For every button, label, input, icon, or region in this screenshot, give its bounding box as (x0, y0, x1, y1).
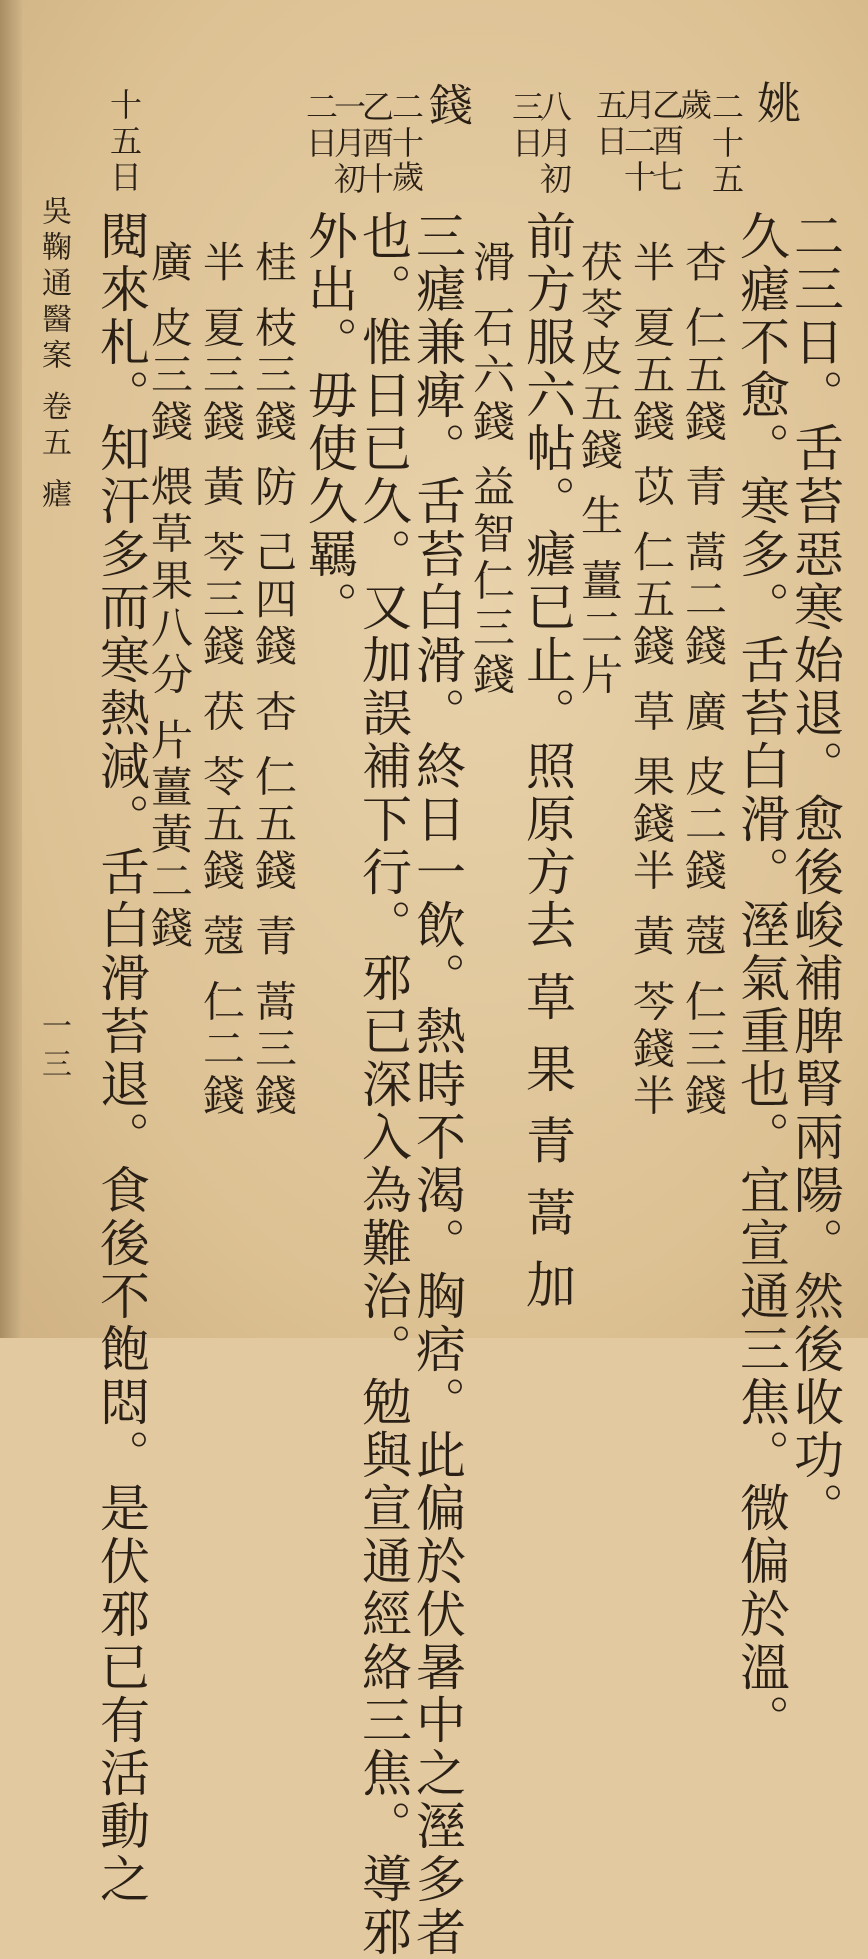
prescription-column-3: 茯苓皮五錢 生 薑二片 (575, 240, 624, 700)
prescription-column-1: 杏 仁五錢 青 蒿二錢 廣 皮二錢 蔻 仁三錢 (679, 240, 728, 1121)
book-title-footer: 吳鞠通醫案 卷五 瘧 (36, 195, 71, 515)
patient-name-qian: 錢 (421, 82, 472, 129)
prescription-column-2: 半 夏五錢 苡 仁五錢 草 果錢半 黃 芩錢半 (627, 240, 676, 1121)
text-column-1: 二三日。舌苔惡寒始退。愈後峻補脾腎兩陽。然後收功。 (786, 210, 844, 1535)
prescription-column-5: 桂 枝三錢 防 己四錢 杏 仁五錢 青 蒿三錢 (249, 240, 298, 1121)
text-column-14: 閱來札。知汗多而寒熱減。舌白滑苔退。食後不飽悶。是伏邪已有活動之 (92, 210, 150, 1906)
text-column-8: 三瘧兼痺。舌苔白滑。終日一飲。熱時不渴。胸痞。此偏於伏暑中之溼多者 (408, 210, 466, 1959)
date-qian-2: 一月初 (329, 90, 367, 198)
patient-name-yao: 姚 (749, 80, 800, 127)
prescription-column-4: 滑 石六錢 益智仁三錢 (467, 240, 516, 700)
text-column-6: 前方服六帖。瘧已止。照原方去 草 果 青 蒿 加 (518, 210, 576, 1312)
date-qian-1: 乙酉十 (357, 90, 395, 198)
date-yao-5: 三日 (507, 90, 545, 162)
age-suffix-yao: 歲 (675, 88, 713, 124)
date-qian-3: 二日 (301, 90, 339, 162)
page-number: 一三 (36, 1010, 71, 1086)
age-suffix-qian: 歲 (387, 160, 425, 196)
date-yao-2: 月二十 (619, 88, 657, 196)
age-yao: 二十五 (707, 90, 745, 198)
prescription-column-7: 廣 皮三錢 煨草果八分 片薑黃二錢 (145, 240, 194, 954)
text-column-2: 久瘧不愈。寒多。舌苔白滑。溼氣重也。宜宣通三焦。微偏於溫。 (732, 210, 790, 1747)
text-column-10: 外出。毋使久羈。 (300, 210, 358, 634)
prescription-column-6: 半 夏三錢 黃 芩三錢 茯 苓五錢 蔻 仁二錢 (197, 240, 246, 1121)
date-yao-3: 五日 (591, 88, 629, 160)
date-yao-1: 乙酉七 (647, 88, 685, 196)
text-column-9: 也。惟日已久。又加誤補下行。邪已深入為難治。勉與宣通經絡三焦。導邪 (354, 210, 412, 1959)
date-last-case: 十五日 (105, 88, 143, 196)
book-spine-shadow (0, 0, 22, 1338)
date-yao-4: 八月初 (535, 90, 573, 198)
age-qian: 二十 (387, 90, 425, 162)
